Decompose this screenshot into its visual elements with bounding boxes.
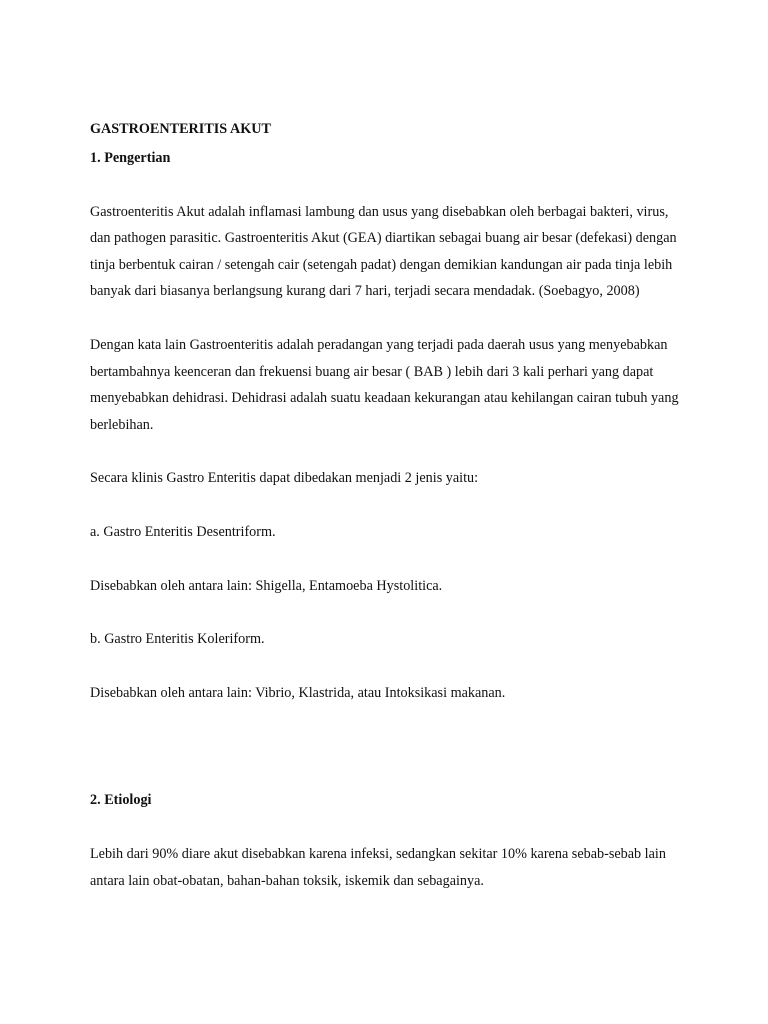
list-item-koleriform: b. Gastro Enteritis Koleriform. — [90, 631, 265, 648]
paragraph-other-definition: Dengan kata lain Gastroenteritis adalah peradangan yang terjadi pada daerah usus yang menyebabkan bertambahnya keenceran dan frekuensi buang air besar ( BAB ) lebih dari 3 kali perhari yang dapat menyebabkan dehidrasi. Dehidrasi adalah suatu keadaan kekurangan atau kehilangan cairan tubuh yang berlebihan. — [90, 336, 679, 433]
cause-koleriform: Disebabkan oleh antara lain: Vibrio, Klastrida, atau Intoksikasi makanan. — [90, 684, 506, 701]
document-body — [90, 118, 690, 894]
section-heading-etiologi: 2. Etiologi — [90, 792, 152, 809]
document-title: GASTROENTERITIS AKUT — [90, 121, 271, 137]
paragraph-definition: Gastroenteritis Akut adalah inflamasi lambung dan usus yang disebabkan oleh berbagai bakteri, virus, dan pathogen parasitic. Gastroenteritis Akut (GEA) diartikan sebagai buang air besar (defekasi) dengan tinja berbentuk cairan / setengah cair (setengah padat) dengan demikian kandungan air pada tinja lebih banyak dari biasanya berlangsung kurang dari 7 hari, terjadi secara mendadak. (Soebagyo, 2008) — [90, 203, 677, 300]
cause-desentriform: Disebabkan oleh antara lain: Shigella, Entamoeba Hystolitica. — [90, 577, 443, 594]
list-item-desentriform: a. Gastro Enteritis Desentriform. — [90, 523, 276, 540]
paragraph-etiology: Lebih dari 90% diare akut disebabkan karena infeksi, sedangkan sekitar 10% karena sebab-sebab lain antara lain obat-obatan, bahan-bahan toksik, iskemik dan sebagainya. — [90, 845, 666, 889]
section-heading-pengertian: 1. Pengertian — [90, 150, 171, 166]
paragraph-classification: Secara klinis Gastro Enteritis dapat dibedakan menjadi 2 jenis yaitu: — [90, 470, 479, 487]
